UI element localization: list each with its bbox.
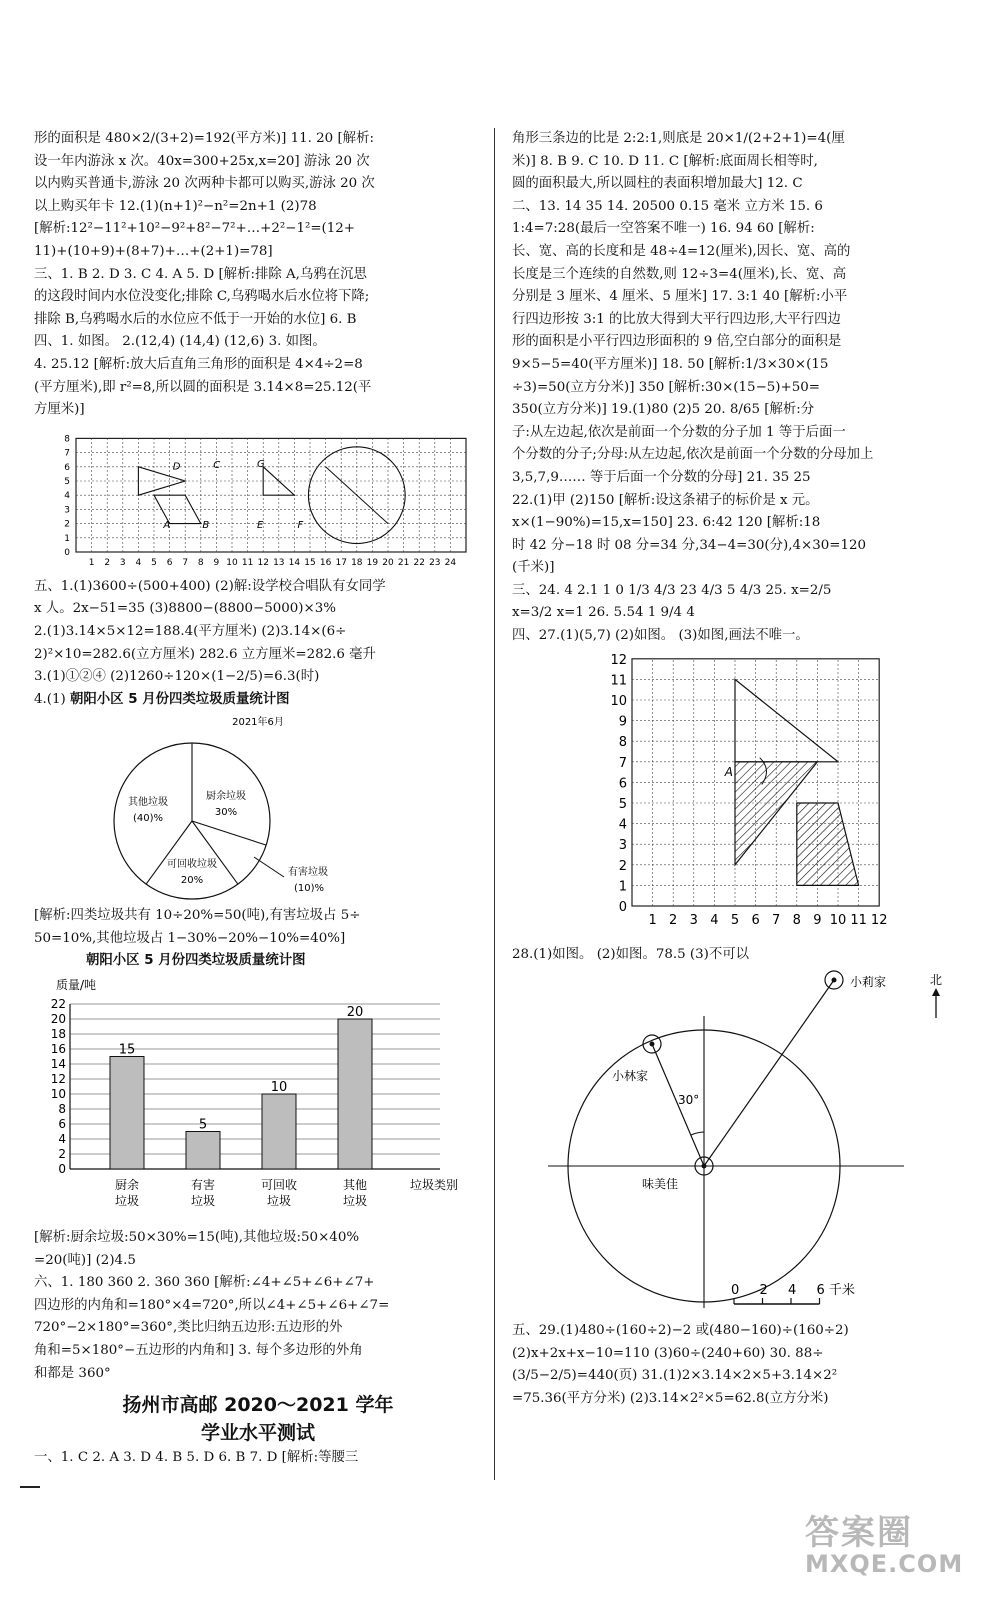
pie-callout-arrow	[254, 857, 284, 877]
scale-label: 4	[788, 1283, 797, 1299]
x-tick-label: 7	[772, 912, 781, 928]
x-tick-label: 17	[335, 557, 347, 568]
x-tick-label: 22	[413, 557, 425, 568]
map-label: 小林家	[612, 1069, 649, 1084]
text-line: 1:4=7:28(最后一空答案不唯一) 16. 94 60 [解析:	[512, 221, 815, 237]
text-line: [解析:四类垃圾共有 10÷20%=50(吨),有害垃圾占 5÷	[34, 908, 361, 924]
x-tick-label: 3	[119, 557, 126, 568]
pie-date: 2021年6月	[232, 717, 284, 729]
text-line: 350(立方分米)] 19.(1)80 (2)5 20. 8/65 [解析:分	[512, 402, 815, 418]
text-line: 长度是三个连续的自然数,则 12÷3=4(厘米),长、宽、高	[512, 266, 847, 282]
y-tick-label: 8	[618, 734, 627, 750]
watermark-url: MXQE.COM	[805, 1550, 964, 1578]
x-tick-label: 19	[366, 557, 379, 568]
x-tick-label: 8	[792, 912, 801, 928]
x-tick-label: 3	[689, 912, 698, 928]
bar-chart	[34, 975, 482, 1225]
route-line	[704, 980, 834, 1166]
y-tick-label: 2	[64, 519, 70, 530]
text-line: (3/5−2/5)=440(页) 31.(1)2×3.14×2×5+3.14×2²	[512, 1368, 838, 1384]
text-line: 圆的面积最大,所以圆柱的表面积增加最大] 12. C	[512, 176, 803, 192]
section-title: 扬州市高邮 2020～2021 学年	[122, 1394, 394, 1417]
y-tick-label: 6	[64, 462, 70, 473]
x-tick-label: 10	[226, 557, 238, 568]
y-tick-label: 12	[610, 652, 627, 668]
y-tick-label: 3	[64, 505, 70, 516]
text-line: [解析:厨余垃圾:50×30%=15(吨),其他垃圾:50×40%	[34, 1230, 360, 1246]
x-tick-label: 9	[213, 557, 220, 568]
text-line: 五、1.(1)3600÷(500+400) (2)解:设学校合唱队有女同学	[34, 578, 386, 594]
text-line: 形的面积是 480×2/(3+2)=192(平方米)] 11. 20 [解析:	[34, 131, 374, 146]
y-tick-label: 14	[50, 1057, 66, 1072]
text-line: [解析:12²−11²+10²−9²+8²−7²+…+2²−1²=(12+	[34, 221, 356, 237]
text-line: 四、27.(1)(5,7) (2)如图。 (3)如图,画法不唯一。	[512, 628, 809, 644]
text-line: =75.36(平方分米) (2)3.14×2²×5=62.8(立方分米)	[512, 1391, 829, 1407]
text-line: x 人。2x−51=35 (3)8800−(8800−5000)×3%	[34, 601, 336, 617]
text-line: 角和=5×180°−五边形的内角和] 3. 每个多边形的外角	[34, 1343, 363, 1359]
text-line: x=3/2 x=1 26. 5.54 1 9/4 4	[512, 605, 695, 621]
x-tick-label: 24	[444, 557, 457, 568]
text-line: 以内购买普通卡,游泳 20 次两种卡都可以购买,游泳 20 次	[34, 176, 375, 192]
text-line: 一、1. C 2. A 3. D 4. B 5. D 6. B 7. D [解析:等腰三	[34, 1450, 359, 1466]
x-tick-label: 2	[104, 557, 111, 568]
text-line: 2)²×10=282.6(立方厘米) 282.6 立方厘米=282.6 毫升	[34, 646, 376, 662]
location-dot	[832, 978, 837, 983]
point-label: E	[256, 519, 264, 531]
y-tick-label: 1	[64, 533, 70, 544]
y-tick-label: 5	[618, 796, 627, 812]
map-label: 味美佳	[642, 1177, 679, 1192]
text-line: 方厘米)]	[34, 402, 85, 418]
text-line: 子:从左边起,依次是前面一个分数的分子加 1 等于后面一	[512, 424, 846, 440]
text-line: 50=10%,其他垃圾占 1−30%−20%−10%=40%]	[34, 930, 346, 946]
point-label: B	[202, 519, 210, 531]
y-tick-label: 8	[58, 1102, 66, 1117]
bar	[110, 1057, 144, 1170]
y-tick-label: 6	[618, 776, 627, 792]
text-line: 9×5−5=40(平方厘米)] 18. 50 [解析:1/3×30×(15	[512, 356, 829, 372]
left-top-text	[34, 128, 482, 422]
text-line: 二、13. 14 35 14. 20500 0.15 毫米 立方米 15. 6	[512, 198, 823, 214]
text-line: 2.(1)3.14×5×12=188.4(平方厘米) (2)3.14×(6÷	[34, 623, 347, 639]
x-tick-label: 4	[135, 557, 142, 568]
x-tick-label: 4	[710, 912, 719, 928]
bar-chart-title: 朝阳小区 5 月份四类垃圾质量统计图	[86, 953, 306, 969]
right-column	[512, 128, 964, 1411]
y-tick-label: 22	[50, 997, 66, 1012]
x-tick-label: 18	[351, 557, 363, 568]
angle-arc	[691, 1132, 704, 1135]
text-line: 米)] 8. B 9. C 10. D 11. C [解析:底面周长相等时,	[512, 153, 818, 169]
map-label: 小莉家	[850, 975, 887, 990]
pie-chart	[34, 713, 482, 903]
y-tick-label: 2	[618, 858, 627, 874]
left-bottom-text	[34, 1227, 482, 1385]
y-tick-label: 0	[64, 547, 70, 558]
pie-slice-label: 其他垃圾	[128, 797, 168, 809]
pie-slice-label: 可回收垃圾	[167, 859, 217, 871]
point-label: A	[163, 519, 171, 531]
text-line: 28.(1)如图。 (2)如图。78.5 (3)不可以	[512, 946, 750, 962]
x-tick-label: 6	[166, 557, 173, 568]
scale-label: 6 千米	[816, 1283, 855, 1299]
x-tick-label: 垃圾	[114, 1194, 140, 1209]
y-tick-label: 7	[64, 448, 70, 459]
text-line: 角形三条边的比是 2:2:1,则底是 20×1/(2+2+1)=4(厘	[512, 131, 845, 146]
x-tick-label: 其他	[342, 1178, 368, 1193]
x-tick-label: 14	[288, 557, 301, 568]
y-tick-label: 0	[58, 1162, 66, 1177]
coordinate-grid-figure	[34, 424, 482, 574]
text-line: =20(吨)] (2)4.5	[34, 1252, 136, 1268]
x-tick-label: 8	[197, 557, 204, 568]
y-tick-label: 18	[50, 1027, 66, 1042]
y-tick-label: 2	[58, 1147, 66, 1162]
x-tick-label: 11	[241, 557, 254, 568]
text-line: 设一年内游泳 x 次。40x=300+25x,x=20] 游泳 20 次	[34, 153, 370, 169]
text-line: 的这段时间内水位没变化;排除 C,乌鸦喝水后水位将下降;	[34, 289, 370, 305]
item-label: 4.(1)	[34, 691, 66, 707]
watermark-logo	[805, 1505, 963, 1578]
pie-chart-title: 朝阳小区 5 月份四类垃圾质量统计图	[70, 691, 290, 707]
x-tick-label: 20	[382, 557, 394, 568]
y-tick-label: 7	[618, 755, 627, 771]
x-tick-label: 可回收	[260, 1178, 298, 1193]
text-line: 分别是 3 厘米、4 厘米、5 厘米] 17. 3:1 40 [解析:小平	[512, 289, 848, 305]
y-tick-label: 1	[618, 879, 627, 895]
text-line: 3.(1)①②④ (2)1260÷120×(1−2/5)=6.3(时)	[34, 669, 320, 685]
y-tick-label: 5	[64, 476, 70, 487]
section-subtitle: 学业水平测试	[200, 1422, 315, 1445]
text-line: 五、29.(1)480÷(160÷2)−2 或(480−160)÷(160÷2)	[512, 1323, 849, 1339]
text-line: 22.(1)甲 (2)150 [解析:设这条裙子的标价是 x 元。	[512, 492, 819, 508]
x-tick-label: 1	[648, 912, 657, 928]
x-tick-label: 13	[273, 557, 285, 568]
x-tick-label: 15	[304, 557, 316, 568]
bar	[186, 1132, 220, 1170]
x-tick-label: 垃圾	[266, 1194, 292, 1209]
left-mid-text	[34, 576, 482, 712]
point-label: A	[724, 764, 733, 779]
text-line: (2)x+2x+x−10=110 (3)60÷(240+60) 30. 88÷	[512, 1345, 824, 1361]
y-tick-label: 3	[618, 837, 627, 853]
y-tick-label: 6	[58, 1117, 66, 1132]
x-tick-label: 12	[870, 912, 888, 928]
north-arrow-head	[932, 988, 940, 996]
text-line: 4. 25.12 [解析:放大后直角三角形的面积是 4×4÷2=8	[34, 356, 363, 372]
location-map-figure	[512, 968, 964, 1318]
text-line	[34, 689, 482, 712]
coordinate-grid-figure-2	[512, 650, 964, 942]
pie-slice-label: 有害垃圾	[288, 867, 328, 879]
location-dot	[650, 1042, 655, 1047]
x-tick-label: 21	[397, 557, 410, 568]
angle-label: 30°	[678, 1093, 700, 1108]
y-tick-label: 9	[618, 714, 627, 730]
text-line: 四边形的内角和=180°×4=720°,所以∠4+∠5+∠6+∠7=	[34, 1297, 390, 1313]
right-top-text	[512, 128, 964, 648]
y-tick-label: 10	[610, 693, 627, 709]
text-line: 3,5,7,9…… 等于后面一个分数的分母] 21. 35 25	[512, 469, 811, 485]
text-line: 排除 B,乌鸦喝水后的水位应不低于一开始的水位] 6. B	[34, 311, 357, 327]
x-tick-label: 垃圾	[342, 1194, 368, 1209]
text-line: 三、24. 4 2.1 1 0 1/3 4/3 23 4/3 5 4/3 25. x=2/5	[512, 582, 832, 598]
text-line: 个分数的分子;分母:从左边起,依次是前面一个分数的分母加上	[512, 447, 874, 463]
x-tick-label: 1	[88, 557, 95, 568]
scale-label: 2	[759, 1283, 768, 1299]
text-line: (平方厘米),即 r²=8,所以圆的面积是 3.14×8=25.12(平	[34, 379, 372, 395]
column-divider	[494, 128, 495, 1480]
x-tick-label: 16	[319, 557, 332, 568]
x-tick-label: 2	[669, 912, 678, 928]
y-tick-label: 4	[618, 817, 627, 833]
pie-slice-percent: (40)%	[132, 813, 164, 825]
point-label: C	[213, 459, 221, 471]
text-line: (千米)]	[512, 560, 555, 576]
point-label: D	[172, 461, 181, 473]
x-tick-label: 有害	[190, 1178, 216, 1193]
text-line: 11)+(10+9)+(8+7)+…+(2+1)=78]	[34, 243, 273, 259]
bar-value-label: 10	[270, 1080, 288, 1096]
text-line: 形的面积是小平行四边形面积的 9 倍,空白部分的面积是	[512, 334, 842, 350]
north-label: 北	[929, 973, 943, 988]
y-tick-label: 16	[50, 1042, 66, 1057]
text-line: 长、宽、高的长度和是 48÷4=12(厘米),因长、宽、高的	[512, 243, 851, 259]
pie-slice-percent: 20%	[180, 875, 204, 887]
point-label: G	[256, 458, 265, 470]
text-line: x×(1−90%)=15,x=150] 23. 6:42 120 [解析:18	[512, 515, 821, 531]
pie-slice-edge	[192, 821, 266, 845]
watermark-text: 答案圈	[805, 1513, 913, 1553]
y-axis-label: 质量/吨	[56, 978, 97, 993]
text-line: 时 42 分−18 时 08 分=34 分,34−4=30(分),4×30=120	[512, 537, 867, 553]
x-tick-label: 7	[182, 557, 189, 568]
bar-value-label: 5	[198, 1117, 208, 1133]
bar	[262, 1094, 296, 1169]
text-line: ÷3)=50(立方分米)] 350 [解析:30×(15−5)+50=	[512, 379, 821, 395]
x-tick-label: 垃圾	[190, 1194, 216, 1209]
y-tick-label: 10	[50, 1087, 66, 1102]
y-tick-label: 20	[50, 1012, 66, 1027]
x-tick-label: 6	[751, 912, 760, 928]
text-line: 以上购买年卡 12.(1)(n+1)²−n²=2n+1 (2)78	[34, 198, 317, 214]
text-line: 三、1. B 2. D 3. C 4. A 5. D [解析:排除 A,乌鸦在沉思	[34, 266, 367, 282]
bar	[338, 1019, 372, 1169]
text-line: 和都是 360°	[34, 1365, 111, 1381]
x-tick-label: 5	[730, 912, 740, 928]
text-line: 720°−2×180°=360°,类比归纳五边形:五边形的外	[34, 1320, 343, 1336]
bar-value-label: 20	[346, 1005, 364, 1021]
bar-value-label: 15	[118, 1042, 136, 1058]
pie-note-text	[34, 905, 482, 950]
y-tick-label: 12	[50, 1072, 66, 1087]
y-tick-label: 4	[64, 490, 70, 501]
x-axis-label: 垃圾类别	[409, 1178, 459, 1193]
point-label: F	[297, 519, 304, 531]
text-line: 四、1. 如图。 2.(12,4) (14,4) (12,6) 3. 如图。	[34, 334, 326, 350]
scale-label: 0	[731, 1283, 740, 1299]
pie-slice-label: 厨余垃圾	[206, 791, 246, 803]
x-tick-label: 11	[850, 912, 867, 928]
y-tick-label: 8	[64, 434, 70, 445]
y-tick-label: 11	[610, 673, 627, 689]
y-tick-label: 0	[618, 899, 627, 915]
x-tick-label: 23	[429, 557, 441, 568]
x-tick-label: 9	[813, 912, 822, 928]
right-bottom-text	[512, 1320, 964, 1410]
x-tick-label: 10	[829, 912, 847, 928]
triangle-shape	[735, 679, 838, 761]
text-line: 行四边形按 3:1 的比放大得到大平行四边形,大平行四边	[512, 311, 841, 327]
pie-slice-percent: (10)%	[294, 883, 325, 895]
x-tick-label: 12	[257, 557, 269, 568]
x-tick-label: 厨余	[114, 1178, 140, 1193]
text-line: 六、1. 180 360 2. 360 360 [解析:∠4+∠5+∠6+∠7+	[34, 1275, 375, 1291]
page-edge-mark	[20, 1486, 40, 1488]
y-tick-label: 4	[58, 1132, 66, 1147]
left-column	[34, 128, 482, 1470]
pie-slice-percent: 30%	[214, 807, 238, 819]
x-tick-label: 5	[151, 557, 157, 568]
